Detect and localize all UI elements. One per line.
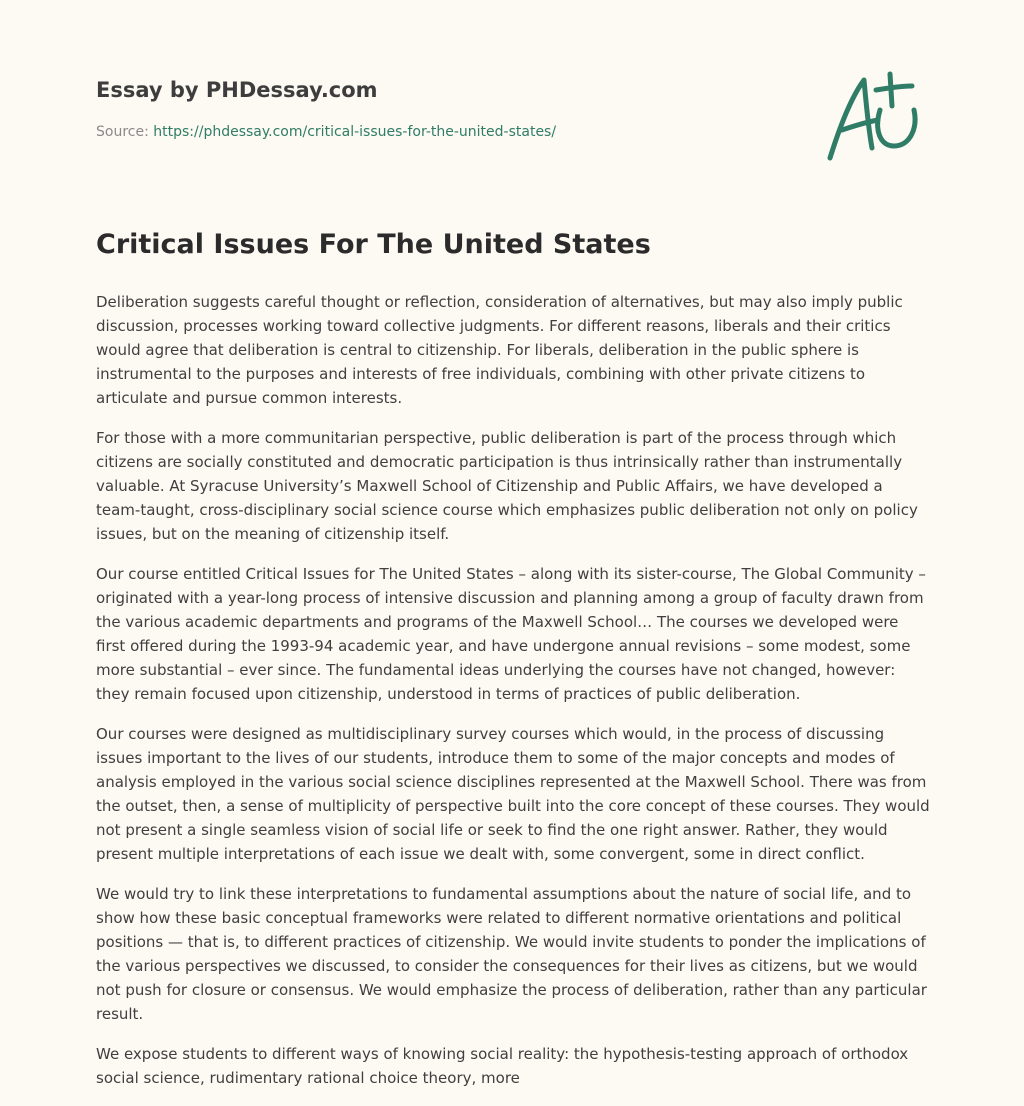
page-header [96, 74, 796, 142]
article-paragraph: Deliberation suggests careful thought or reflection, consideration of alternatives, but may also imply public discussion, processes working toward collective judgments. For different reasons, liberals and their critics would agree that deliberation is central to citizenship. For liberals, deliberation in the public sphere is instrumental to the purposes and interests of free individuals, combining with other private citizens to articulate and pursue common interests. [96, 293, 903, 407]
source-label: Source: [96, 124, 154, 140]
article-paragraph: Our course entitled Critical Issues for The United States – along with its sister-course, The Global Community – originated with a year-long process of intensive discussion and planning among a group of faculty drawn from the various academic departments and programs of the Maxwell School… The courses we developed were first offered during the 1993-94 academic year, and have undergone annual revisions – some modest, some more substantial – ever since. The fundamental ideas underlying the courses have not changed, however: they remain focused upon citizenship, understood in terms of practices of public deliberation. [96, 565, 926, 703]
source-link[interactable]: https://phdessay.com/critical-issues-for-the-united-states/ [153, 124, 557, 140]
article-title: Critical Issues For The United States [96, 229, 651, 260]
article-paragraph: For those with a more communitarian perspective, public deliberation is part of the process through which citizens are socially constituted and democratic participation is thus intrinsically rather than instrumentally valuable. At Syracuse University’s Maxwell School of Citizenship and Public Affairs, we have developed a team-taught, cross-disciplinary social science course which emphasizes public deliberation not only on policy issues, but on the meaning of citizenship itself. [96, 429, 918, 543]
brand-title: Essay by PHDessay.com [96, 78, 378, 102]
article [96, 226, 930, 1106]
article-paragraph: We expose students to different ways of knowing social reality: the hypothesis-testing approach of orthodox social science, rudimentary rational choice theory, more [96, 1045, 909, 1087]
source-line [96, 122, 796, 142]
a-plus-logo-icon [820, 66, 930, 166]
article-paragraph: We would try to link these interpretations to fundamental assumptions about the nature of social life, and to show how these basic conceptual frameworks were related to different normative orientations and political positions — that is, to different practices of citizenship. We would invite students to ponder the implications of the various perspectives we discussed, to consider the consequences for their lives as citizens, but we would not push for closure or consensus. We would emphasize the process of deliberation, rather than any particular result. [96, 885, 927, 1023]
article-paragraph: Our courses were designed as multidisciplinary survey courses which would, in the process of discussing issues important to the lives of our students, introduce them to some of the major concepts and modes of analysis employed in the various social science disciplines represented at the Maxwell School. There was from the outset, then, a sense of multiplicity of perspective built into the core concept of these courses. They would not present a single seamless vision of social life or seek to find the one right answer. Rather, they would present multiple interpretations of each issue we dealt with, some convergent, some in direct conflict. [96, 725, 930, 863]
